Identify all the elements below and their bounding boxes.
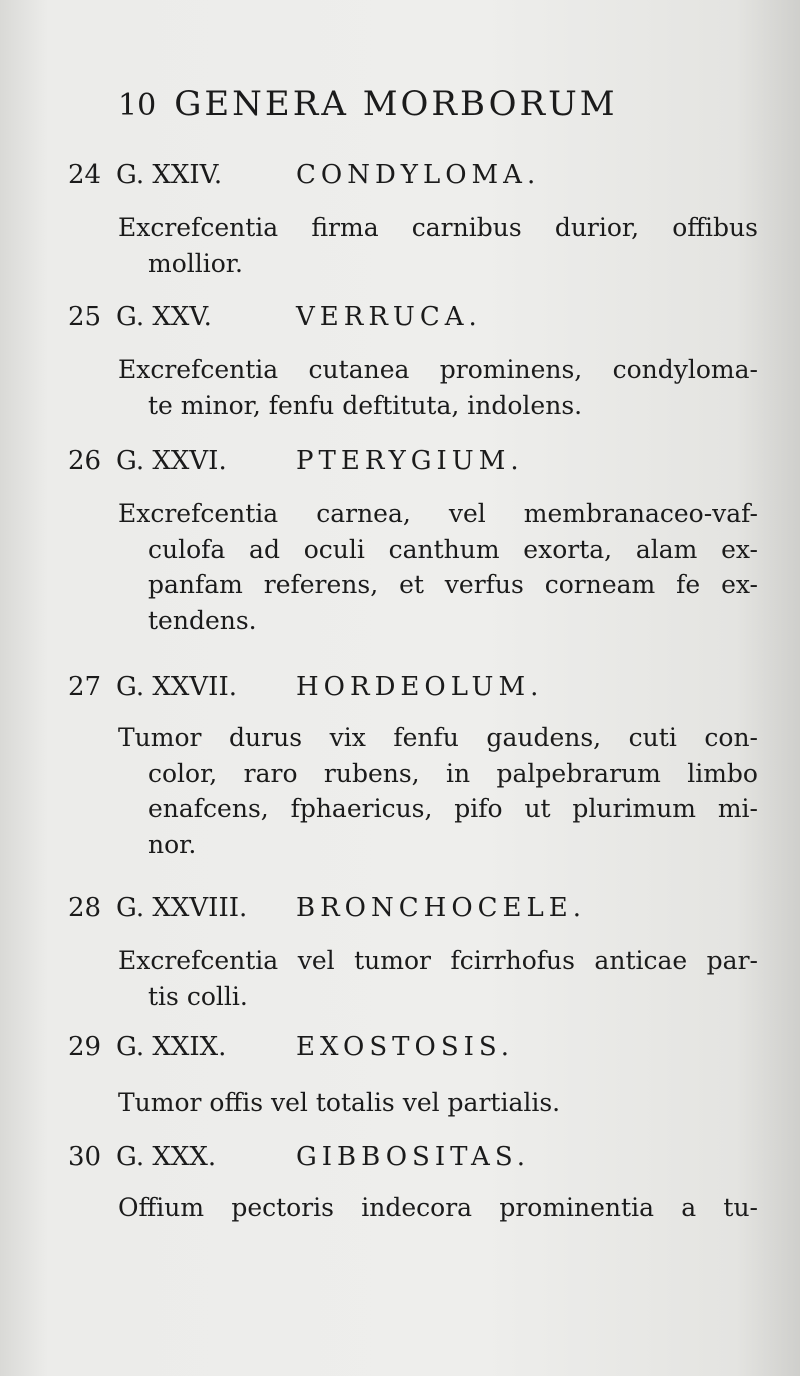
entry-heading [68,893,748,923]
disease-name: EXOSTOSIS. [296,1032,515,1062]
disease-name: BRONCHOCELE. [296,893,587,923]
genus-label: G. XXVIII. [116,893,248,923]
entry-number: 26 [68,446,102,476]
entry-description [118,1190,758,1226]
genus-label: G. XXV. [116,302,212,332]
entry-description [118,352,758,423]
description-line: Tumor durus vix fenfu gaudens, cuti con- [118,723,758,752]
disease-name: PTERYGIUM. [296,446,524,476]
genus-label: G. XXVII. [116,672,237,702]
entry-number: 29 [68,1032,102,1062]
disease-name: GIBBOSITAS. [296,1142,530,1172]
genus-label: G. XXIX. [116,1032,227,1062]
description-line: te minor, fenfu deftituta, indolens. [148,390,583,420]
description-line: Excrefcentia cutanea prominens, condyloma- [118,355,758,384]
entry-number: 27 [68,672,102,702]
entry-description [118,496,758,638]
entry-number: 25 [68,302,102,332]
description-line: enafcens, fphaericus, pifo ut plurimum mi- [148,794,758,823]
description-line: Excrefcentia firma carnibus durior, offibus [118,213,758,242]
description-line: tendens. [148,605,257,635]
entry-number: 24 [68,160,102,190]
entry-heading [68,1032,748,1062]
entry-number: 30 [68,1142,102,1172]
description-line: Tumor offis vel totalis vel partialis. [118,1088,561,1117]
entry-description [118,720,758,862]
description-line: mollior. [148,248,243,278]
entry-description [118,1085,758,1121]
entry-heading [68,446,748,476]
entry-heading [68,302,748,332]
description-line: Excrefcentia carnea, vel membranaceo-vaf- [118,499,758,528]
entry-heading [68,1142,748,1172]
description-line: tis colli. [148,981,248,1011]
genus-label: G. XXIV. [116,160,223,190]
genus-label: G. XXVI. [116,446,227,476]
description-line: culofa ad oculi canthum exorta, alam ex- [148,534,758,564]
disease-name: VERRUCA. [296,302,482,332]
disease-name: CONDYLOMA. [296,160,541,190]
entry-heading [68,160,748,190]
genus-label: G. XXX. [116,1142,217,1172]
page-number: 10 [118,88,157,123]
page-title: GENERA MORBORUM [174,84,618,124]
entry-heading [68,672,748,702]
entry-number: 28 [68,893,102,923]
description-line: Offium pectoris indecora prominentia a tu- [118,1193,758,1222]
entry-description [118,943,758,1014]
description-line: color, raro rubens, in palpebrarum limbo [148,758,758,788]
disease-name: HORDEOLUM. [296,672,544,702]
description-line: panfam referens, et verfus corneam fe ex- [148,570,758,599]
running-header [118,84,718,124]
description-line: Excrefcentia vel tumor fcirrhofus anticae par- [118,946,758,975]
entry-description [118,210,758,281]
description-line: nor. [148,829,197,859]
